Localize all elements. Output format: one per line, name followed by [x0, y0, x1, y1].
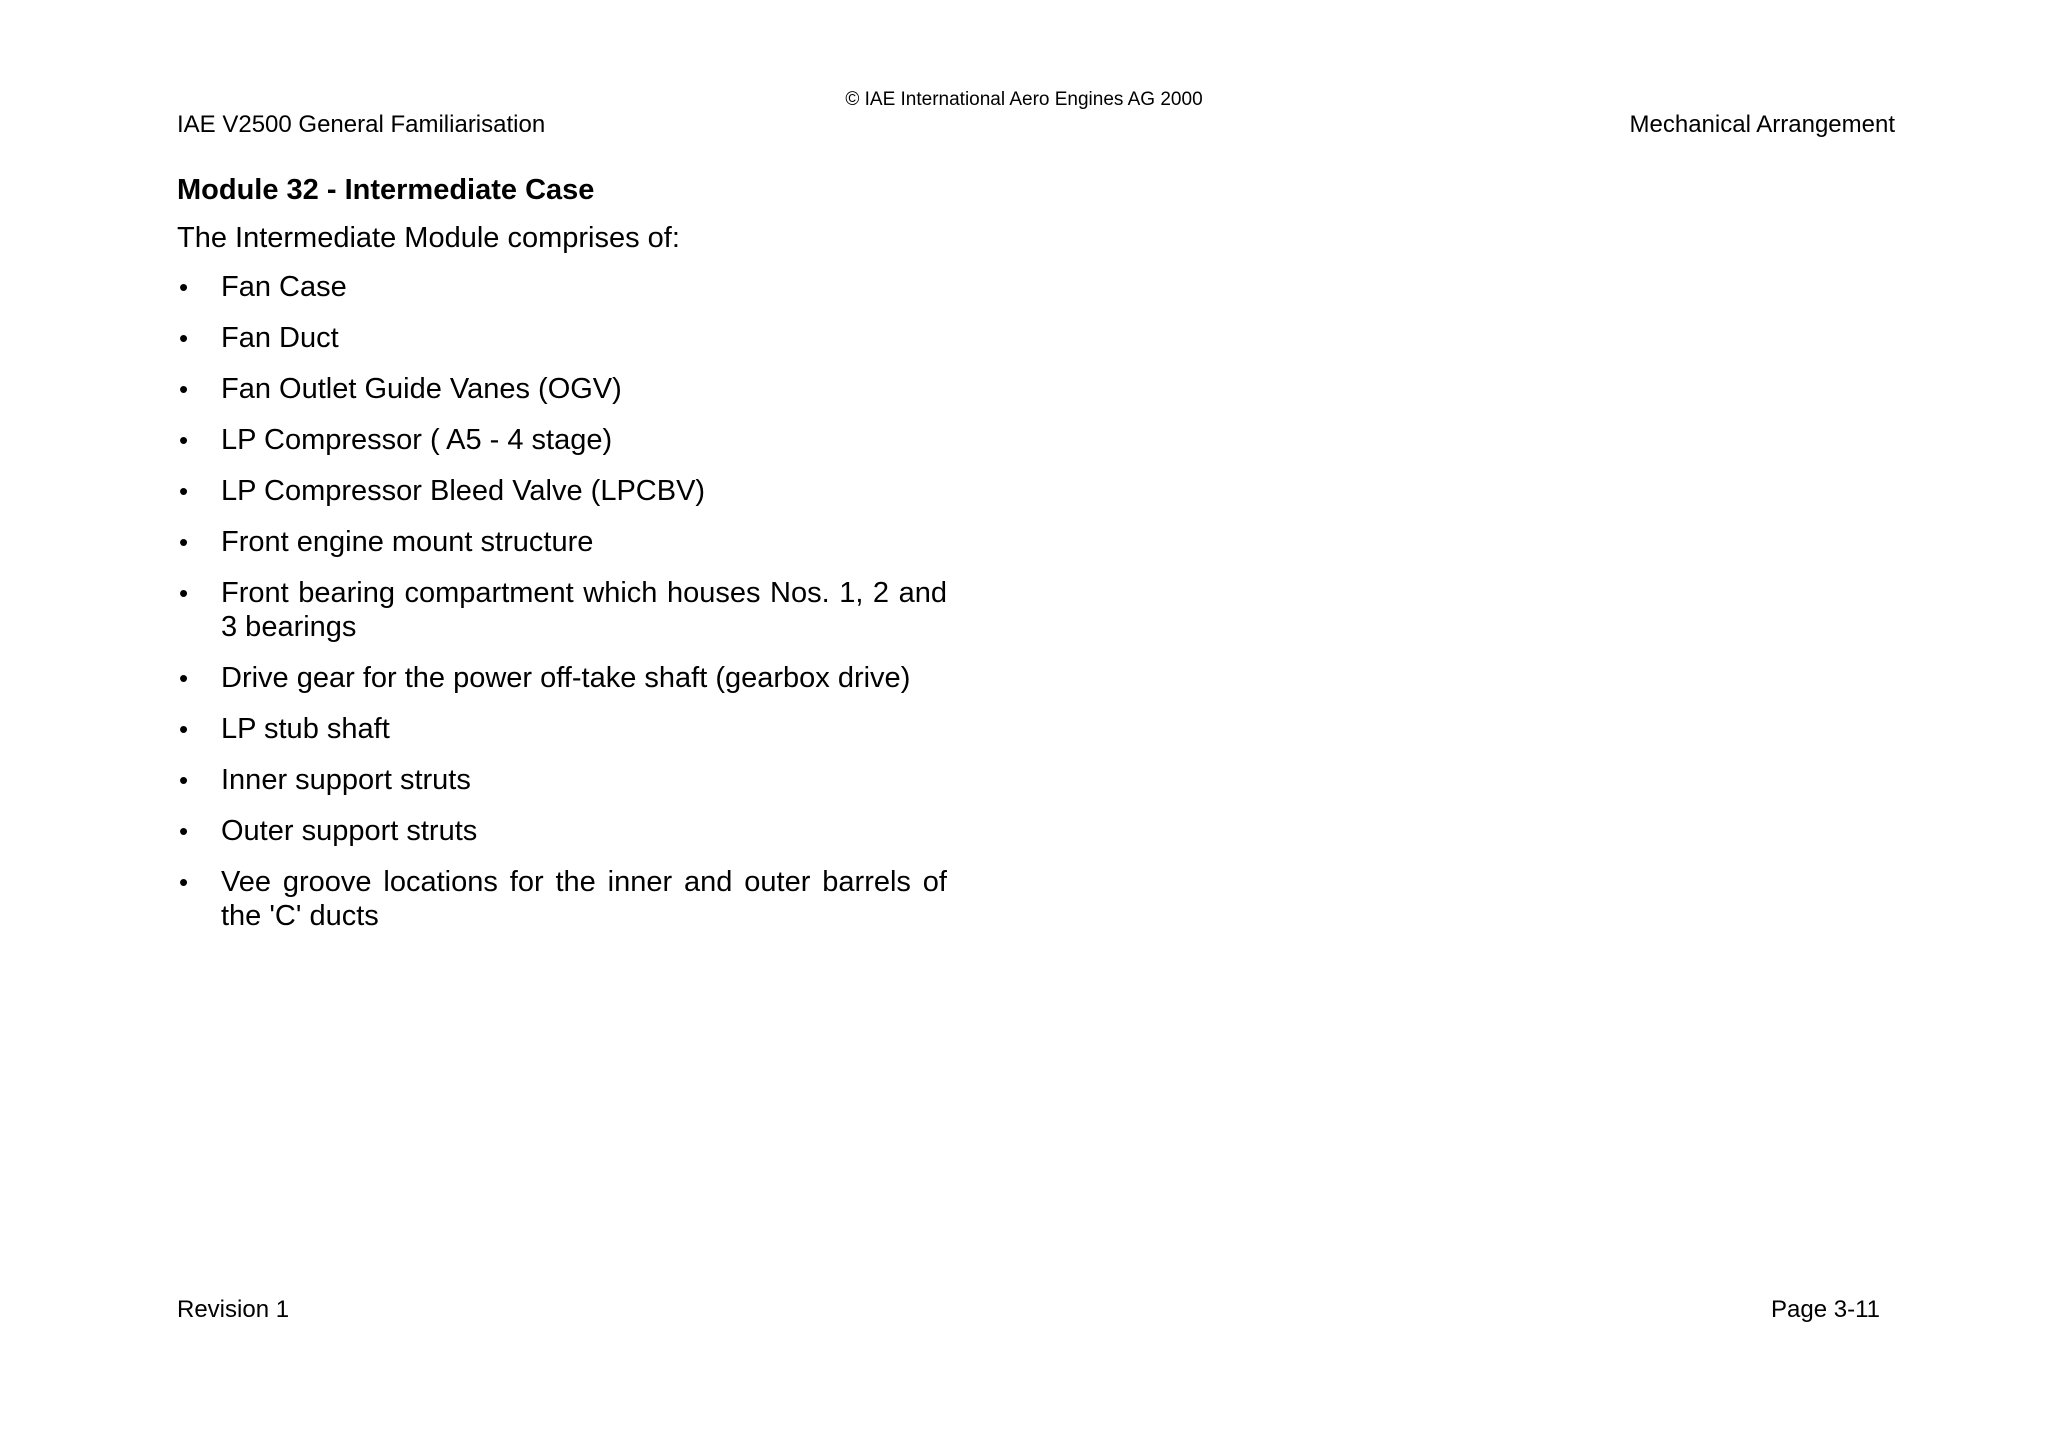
- list-item: [177, 814, 947, 848]
- list-item: [177, 270, 947, 304]
- list-item: [177, 423, 947, 457]
- bullet-icon: •: [179, 816, 189, 846]
- component-list: [177, 270, 947, 933]
- section-title-header: Mechanical Arrangement: [1629, 111, 1895, 138]
- list-item-text: Front bearing compartment which houses Nos. 1, 2 and 3 bearings: [221, 577, 947, 643]
- bullet-icon: •: [179, 272, 189, 302]
- list-item-text: LP Compressor ( A5 - 4 stage): [221, 424, 613, 456]
- page-number: Page 3-11: [1771, 1296, 1880, 1323]
- list-item-text: Vee groove locations for the inner and outer barrels of the 'C' ducts: [221, 866, 947, 932]
- bullet-icon: •: [179, 765, 189, 795]
- list-item-text: Fan Case: [221, 271, 347, 303]
- list-item: [177, 712, 947, 746]
- bullet-icon: •: [179, 663, 189, 693]
- intro-paragraph: The Intermediate Module comprises of:: [177, 222, 680, 254]
- list-item: [177, 372, 947, 406]
- revision-label: Revision 1: [177, 1296, 290, 1323]
- list-item: [177, 576, 947, 644]
- list-item-text: Outer support struts: [221, 815, 478, 847]
- list-item-text: LP stub shaft: [221, 713, 390, 745]
- list-item: [177, 525, 947, 559]
- bullet-icon: •: [179, 374, 189, 404]
- list-item: [177, 321, 947, 355]
- list-item: [177, 661, 947, 695]
- bullet-icon: •: [179, 867, 189, 897]
- bullet-icon: •: [179, 476, 189, 506]
- bullet-icon: •: [179, 578, 189, 608]
- copyright-notice: © IAE International Aero Engines AG 2000: [845, 89, 1203, 110]
- list-item-text: Front engine mount structure: [221, 526, 594, 558]
- list-item-text: Fan Outlet Guide Vanes (OGV): [221, 373, 622, 405]
- list-item-text: Drive gear for the power off-take shaft (gearbox drive): [221, 662, 911, 694]
- list-item-text: LP Compressor Bleed Valve (LPCBV): [221, 475, 706, 507]
- list-item-text: Inner support struts: [221, 764, 471, 796]
- list-item: [177, 865, 947, 933]
- main-content: [177, 172, 947, 950]
- document-title-header: IAE V2500 General Familiarisation: [177, 111, 546, 138]
- bullet-icon: •: [179, 527, 189, 557]
- bullet-icon: •: [179, 425, 189, 455]
- bullet-icon: •: [179, 323, 189, 353]
- list-item-text: Fan Duct: [221, 322, 339, 354]
- module-heading: Module 32 - Intermediate Case: [177, 174, 595, 206]
- list-item: [177, 763, 947, 797]
- bullet-icon: •: [179, 714, 189, 744]
- list-item: [177, 474, 947, 508]
